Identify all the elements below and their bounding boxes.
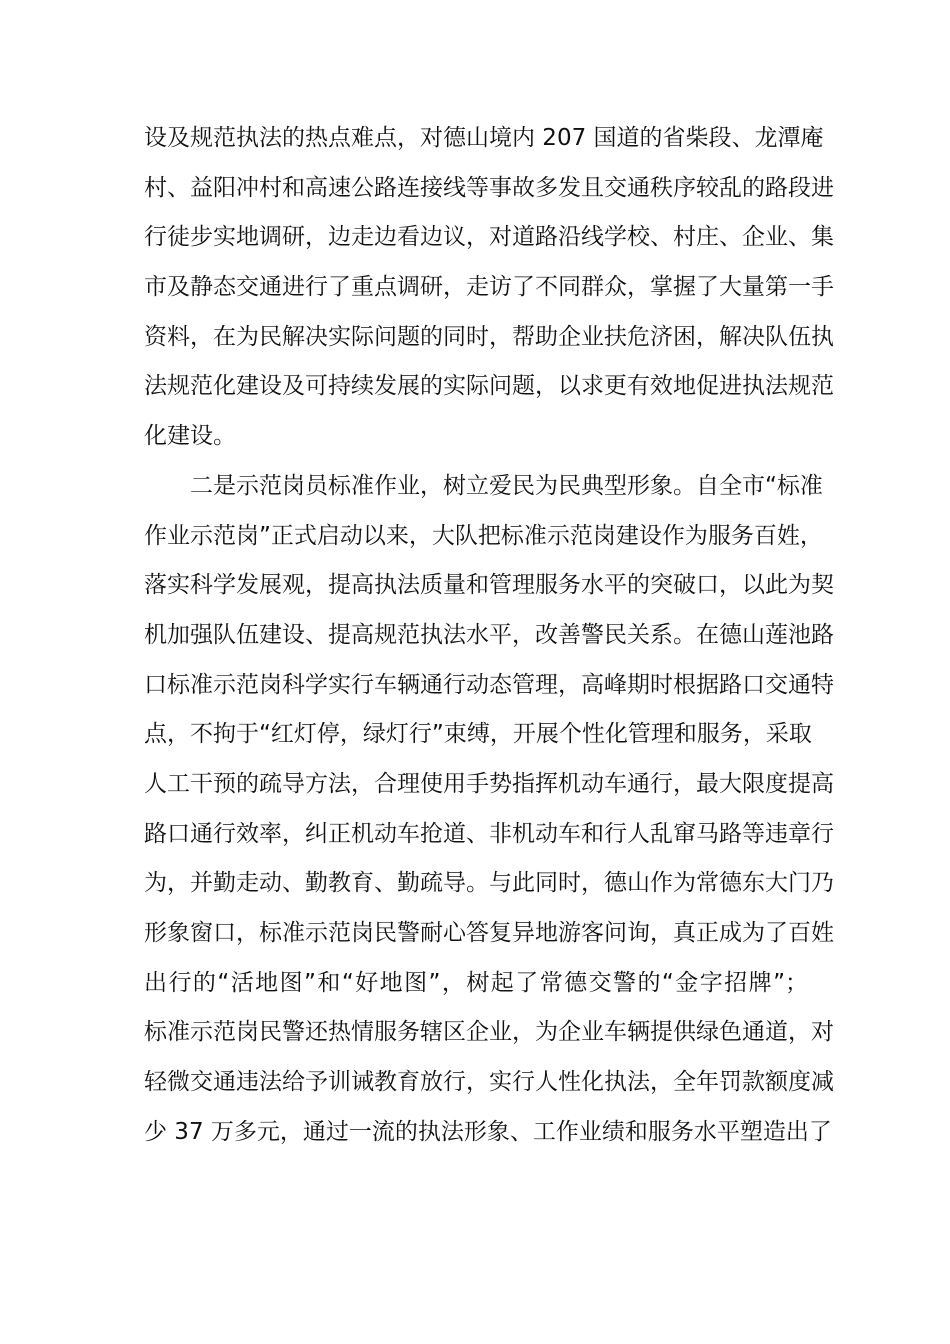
text-line: 点，不拘于“红灯停，绿灯行”束缚，开展个性化管理和服务，采取 <box>144 721 812 748</box>
text-line: 行徒步实地调研，边走边看边议，对道路沿线学校、村庄、企业、集 <box>144 224 834 251</box>
text-line: 作业示范岗”正式启动以来，大队把标准示范岗建设作为服务百姓， <box>144 522 823 549</box>
text-line: 机加强队伍建设、提高规范执法水平，改善警民关系。在德山莲池路 <box>144 621 834 648</box>
text-line: 为，并勤走动、勤教育、勤疏导。与此同时，德山作为常德东大门乃 <box>144 870 834 897</box>
text-line: 资料，在为民解决实际问题的同时，帮助企业扶危济困，解决队伍执 <box>144 323 834 350</box>
text-line: 设及规范执法的热点难点，对德山境内 207 国道的省柴段、龙潭庵 <box>144 125 824 151</box>
text-line: 法规范化建设及可持续发展的实际问题，以求更有效地促进执法规范 <box>144 373 834 400</box>
text-line: 口标准示范岗科学实行车辆通行动态管理，高峰期时根据路口交通特 <box>144 671 834 698</box>
text-line: 路口通行效率，纠正机动车抢道、非机动车和行人乱窜马路等违章行 <box>144 820 834 847</box>
text-line: 轻微交通违法给予训诫教育放行，实行人性化执法，全年罚款额度减 <box>144 1069 834 1096</box>
text-line: 出行的“活地图”和“好地图”，树起了常德交警的“金字招牌”； <box>144 969 808 996</box>
body-text <box>144 114 834 1157</box>
text-line: 少 37 万多元，通过一流的执法形象、工作业绩和服务水平塑造出了 <box>144 1118 832 1145</box>
paragraph <box>144 462 834 1158</box>
text-line: 二是示范岗员标准作业，树立爱民为民典型形象。自全市“标准 <box>190 472 823 499</box>
text-line: 形象窗口，标准示范岗民警耐心答复异地游客问询，真正成为了百姓 <box>144 920 834 946</box>
text-line: 市及静态交通进行了重点调研，走访了不同群众，掌握了大量第一手 <box>144 274 834 301</box>
text-line: 落实科学发展观，提高执法质量和管理服务水平的突破口，以此为契 <box>144 572 834 599</box>
text-line: 村、益阳冲村和高速公路连接线等事故多发且交通秩序较乱的路段进 <box>144 174 834 201</box>
text-line: 标准示范岗民警还热情服务辖区企业，为企业车辆提供绿色通道，对 <box>144 1019 834 1046</box>
paragraph <box>144 114 834 462</box>
text-line: 人工干预的疏导方法，合理使用手势指挥机动车通行，最大限度提高 <box>144 770 834 797</box>
text-line: 化建设。 <box>144 423 236 450</box>
